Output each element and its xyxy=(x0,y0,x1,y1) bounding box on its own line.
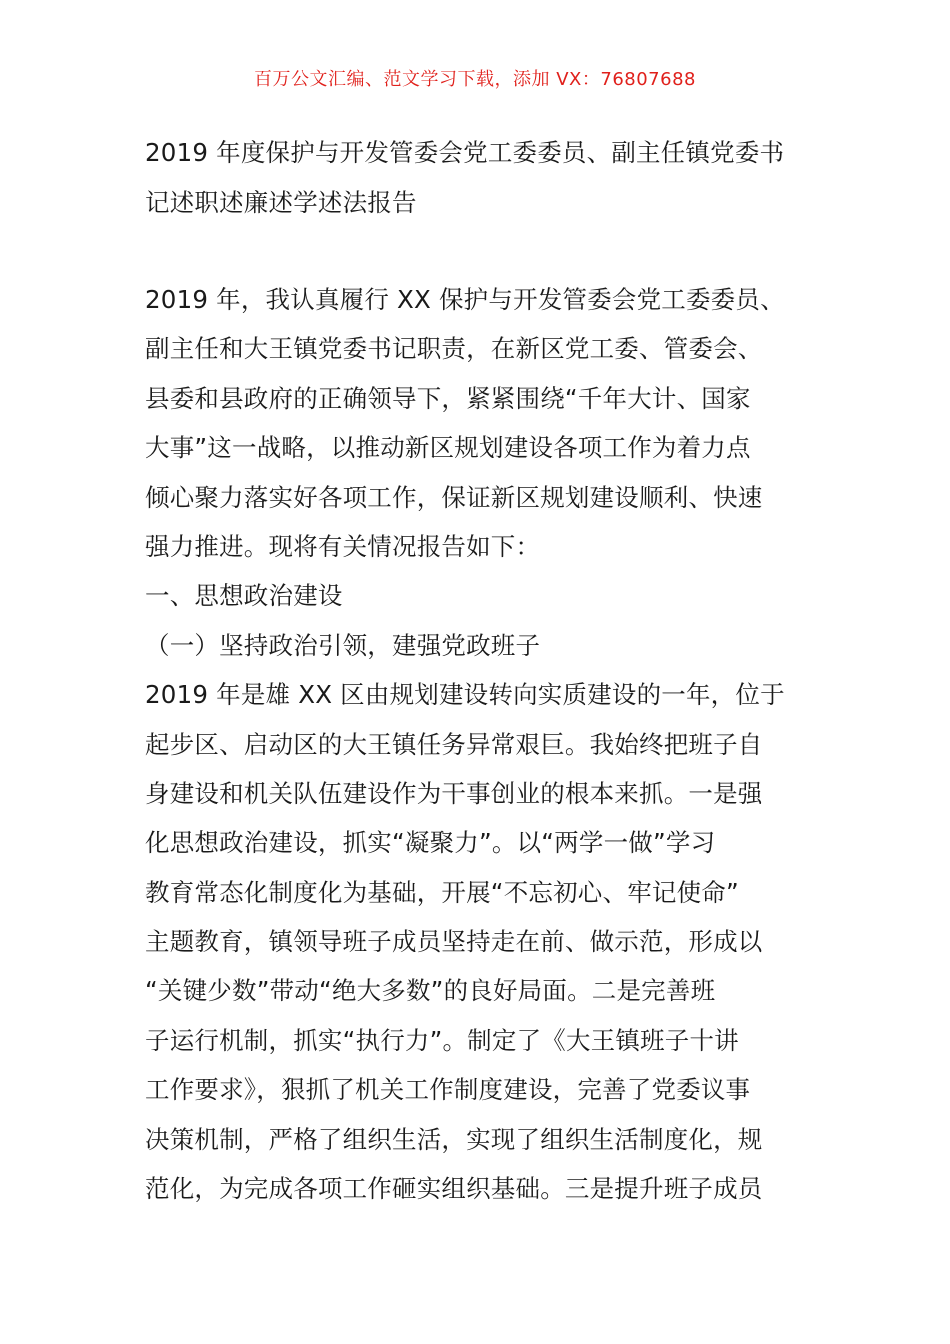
body-line: 决策机制，严格了组织生活，实现了组织生活制度化，规 xyxy=(145,1124,763,1154)
body-line: 教育常态化制度化为基础，开展“不忘初心、牢记使命” xyxy=(145,877,739,907)
body-line: 倾心聚力落实好各项工作，保证新区规划建设顺利、快速 xyxy=(145,482,763,512)
body-line: 范化，为完成各项工作砸实组织基础。三是提升班子成员 xyxy=(145,1174,763,1204)
title-line: 记述职述廉述学述法报告 xyxy=(145,188,417,217)
body-line: 副主任和大王镇党委书记职责，在新区党工委、管委会、 xyxy=(145,334,763,364)
body-line: 主题教育，镇领导班子成员坚持走在前、做示范，形成以 xyxy=(145,927,763,957)
document-title xyxy=(145,128,810,228)
header-banner: 百万公文汇编、范文学习下载，添加 VX：76807688 xyxy=(254,69,696,90)
body-line: 身建设和机关队伍建设作为干事创业的根本来抓。一是强 xyxy=(145,778,763,808)
body-line: 起步区、启动区的大王镇任务异常艰巨。我始终把班子自 xyxy=(145,729,763,759)
body-line: 化思想政治建设，抓实“凝聚力”。以“两学一做”学习 xyxy=(145,828,716,858)
body-line: 大事”这一战略，以推动新区规划建设各项工作为着力点 xyxy=(145,433,751,463)
body-line: 工作要求》，狠抓了机关工作制度建设，完善了党委议事 xyxy=(145,1075,751,1105)
subsection-heading: （一）坚持政治引领，建强党政班子 xyxy=(145,630,541,660)
body-line: 县委和县政府的正确领导下，紧紧围绕“千年大计、国家 xyxy=(145,383,751,413)
title-line: 2019 年度保护与开发管委会党工委委员、副主任镇党委书 xyxy=(145,138,785,167)
body-line: 2019 年，我认真履行 XX 保护与开发管委会党工委委员、 xyxy=(145,285,785,314)
document-body xyxy=(145,275,810,1213)
section-heading: 一、思想政治建设 xyxy=(145,581,343,611)
body-line: 2019 年是雄 XX 区由规划建设转向实质建设的一年，位于 xyxy=(145,680,785,710)
body-line: “关键少数”带动“绝大多数”的良好局面。二是完善班 xyxy=(145,976,716,1006)
body-line: 强力推进。现将有关情况报告如下： xyxy=(145,531,541,561)
body-line: 子运行机制，抓实“执行力”。制定了《大王镇班子十讲 xyxy=(145,1025,739,1055)
